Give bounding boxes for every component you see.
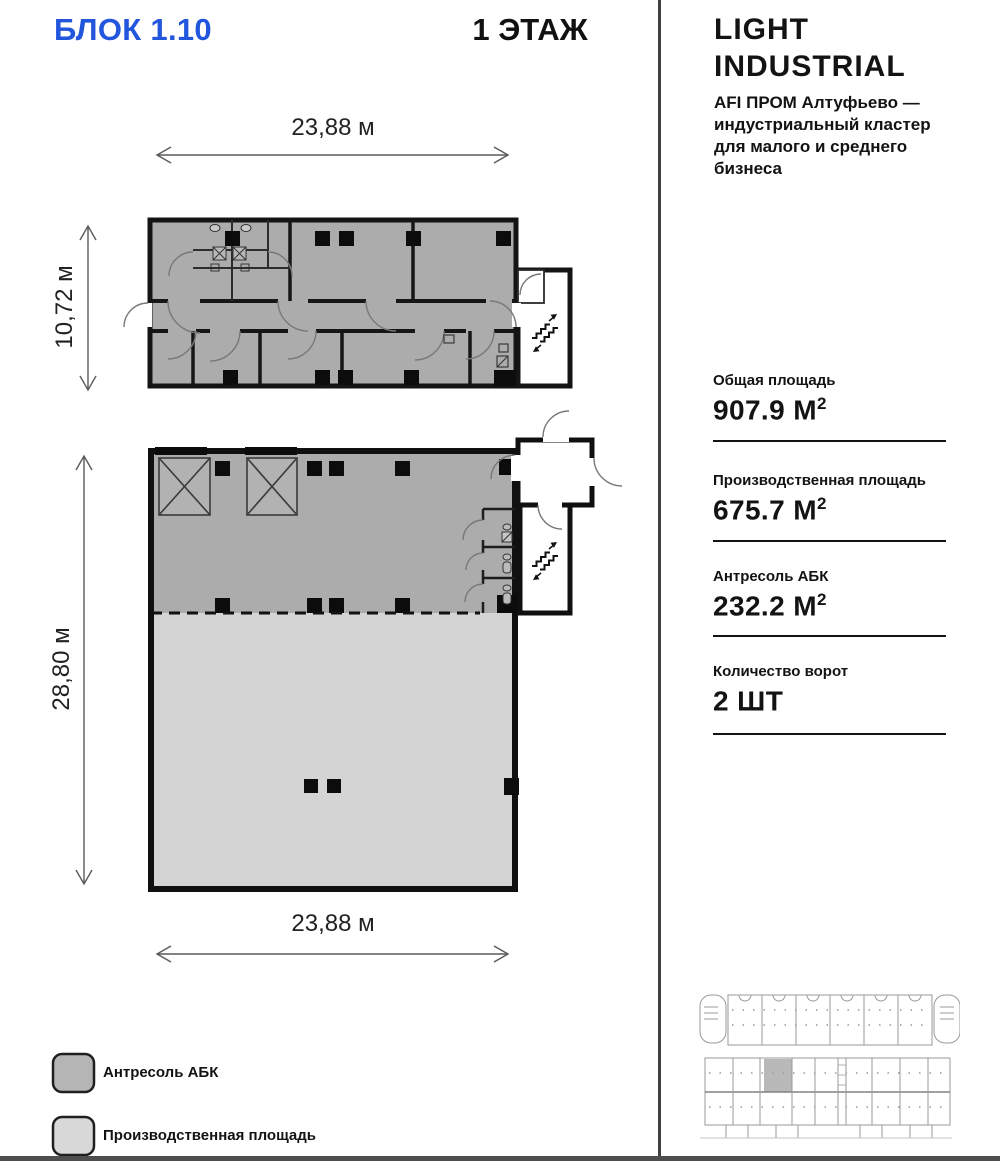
stat-value-total-area: 907.9 $М^2$: [713, 394, 827, 426]
entrance-annex: [511, 433, 599, 613]
stat-label-gates-count: Количество ворот: [713, 663, 849, 680]
dimension-label-left-upper: 10,72 м: [51, 265, 78, 349]
stat-value-mezzanine-area: 232.2 $М^2$: [713, 590, 827, 622]
floor-title: 1 ЭТАЖ: [472, 12, 588, 47]
stat-divider: [713, 440, 946, 442]
dimension-label-left-lower: 28,80 м: [48, 627, 75, 711]
brand-line1: LIGHT: [714, 13, 809, 46]
vestibule: [518, 440, 592, 505]
stat-value-gates-count: 2 ШТ: [713, 685, 784, 717]
stat-label-mezzanine-area: Антресоль АБК: [713, 568, 829, 585]
bottom-border: [0, 1156, 1000, 1161]
stat-divider: [713, 733, 946, 735]
vertical-divider: [658, 0, 661, 1157]
highlighted-unit: [764, 1059, 792, 1092]
stat-label-production-area: Производственная площадь: [713, 472, 927, 489]
stat-value-production-area: 675.7 $М^2$: [713, 494, 827, 526]
dimension-label-bottom: 23,88 м: [291, 910, 375, 937]
stat-label-total-area: Общая площадь: [713, 372, 836, 389]
legend-swatch-production: [50, 1114, 98, 1159]
sink-icon: [241, 225, 251, 232]
block-title: БЛОК 1.10: [54, 12, 212, 47]
floor-plan-diagram: [0, 100, 660, 990]
stat-divider: [713, 635, 946, 637]
sink-icon: [210, 225, 220, 232]
brand-title: [714, 12, 906, 85]
legend-label-mezzanine: Антресоль АБК: [103, 1064, 219, 1081]
mezzanine-plan: [124, 220, 570, 386]
site-minimap: [690, 985, 960, 1150]
legend-label-production: Производственная площадь: [103, 1127, 317, 1144]
brand-line2: INDUSTRIAL: [714, 49, 906, 83]
legend-swatch-mezzanine: [50, 1051, 98, 1096]
dimension-label-top: 23,88 м: [291, 114, 375, 141]
stat-divider: [713, 540, 946, 542]
production-plan: [151, 411, 622, 889]
project-description: AFI ПРОМ Алтуфьево — индустриальный кластер для малого и среднего бизнеса: [714, 93, 931, 179]
